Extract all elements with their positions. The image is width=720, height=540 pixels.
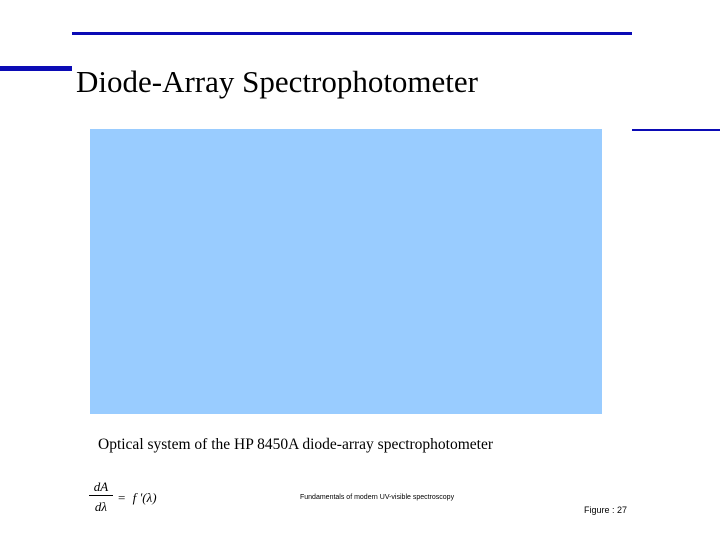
formula-rhs-group — [118, 490, 157, 506]
formula-equals: = — [118, 490, 126, 505]
formula-rhs: f ′(λ) — [132, 490, 157, 505]
figure-number: Figure : 27 — [584, 505, 628, 515]
formula-numerator: dA — [93, 479, 109, 494]
formula-fraction — [88, 480, 114, 513]
top-rule — [72, 32, 632, 35]
formula-denominator: dλ — [94, 499, 108, 514]
figure-caption: Optical system of the HP 8450A diode-array spectrophotometer — [98, 436, 494, 453]
derivative-formula — [88, 480, 188, 520]
figure-image-placeholder — [90, 129, 602, 414]
slide-title: Diode-Array Spectrophotometer — [76, 64, 479, 99]
right-rule — [632, 129, 720, 131]
left-rule — [0, 66, 72, 71]
source-note: Fundamentals of modern UV-visible spectroscopy — [300, 494, 455, 501]
